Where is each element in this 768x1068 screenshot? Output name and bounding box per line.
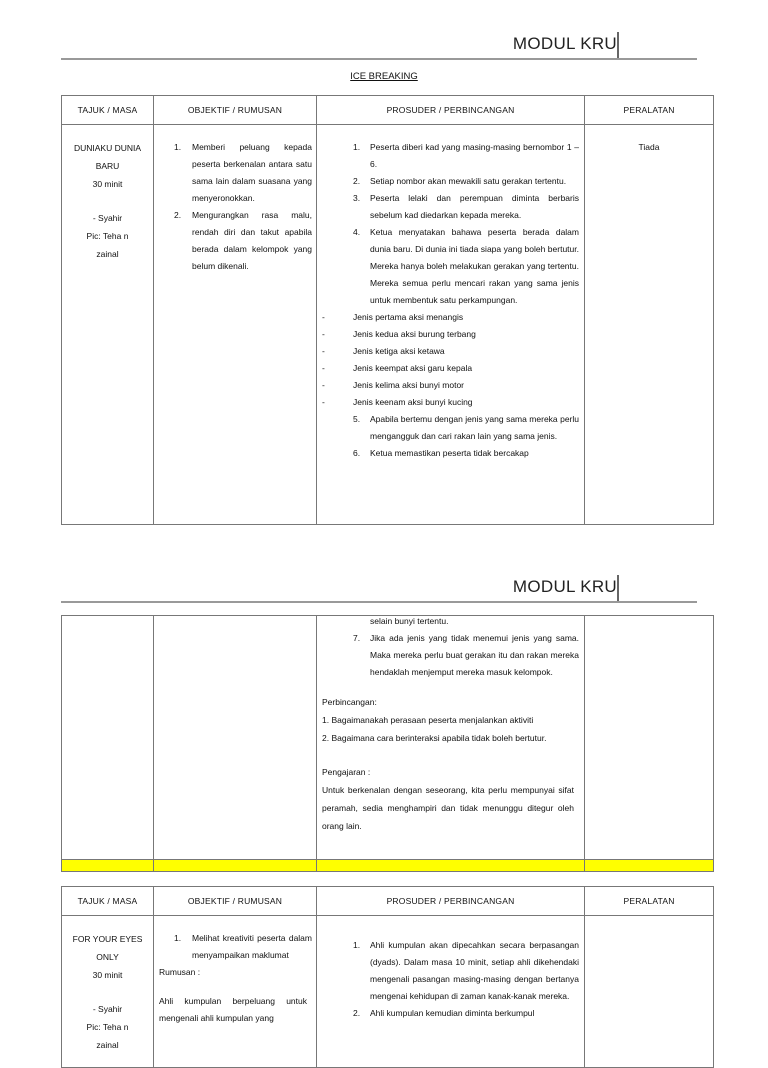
- list-item: - Jenis keenam aksi bunyi kucing: [322, 397, 473, 407]
- column-header-prosuder: PROSUDER / PERBINCANGAN: [317, 96, 585, 125]
- list-item: - Jenis pertama aksi menangis: [322, 312, 464, 322]
- column-header-prosuder: PROSUDER / PERBINCANGAN: [317, 887, 585, 916]
- list-item: selain bunyi tertentu.: [370, 616, 449, 626]
- column-header-peralatan: PERALATAN: [585, 887, 714, 916]
- header-divider: [617, 32, 619, 60]
- document-title: ICE BREAKING: [350, 71, 418, 82]
- list-item: 2. Ahli kumpulan kemudian diminta berkumpul: [353, 1008, 535, 1018]
- list-item: 7. Jika ada jenis yang tidak menemui jenis yang sama. Maka mereka perlu buat gerakan itu dan rakan mereka hendaklah menjemput mereka masuk kelompok.: [353, 633, 579, 677]
- rumusan-heading: Rumusan :: [159, 967, 201, 977]
- list-item: 1. Peserta diberi kad yang masing-masing bernombor 1 –6.: [353, 142, 579, 169]
- pic-line: Pic: Teha n: [86, 1022, 129, 1032]
- table-header-row: [62, 96, 714, 125]
- perbincangan-heading: Perbincangan:: [322, 697, 377, 707]
- pic-line: - Syahir: [92, 1004, 123, 1014]
- list-item: - Jenis keempat aksi garu kepala: [322, 363, 473, 373]
- list-item: - Jenis kelima aksi bunyi motor: [322, 380, 465, 390]
- prosuder-list: [317, 139, 579, 309]
- list-item: - Jenis kedua aksi burung terbang: [322, 329, 476, 339]
- activity-table-1: [61, 95, 714, 525]
- tajuk-cell: [62, 125, 154, 525]
- list-item: 1. Memberi peluang kepada peserta berkenalan antara satu sama lain dalam suasana yang menyeronokkan.: [174, 142, 312, 203]
- page-header-title: MODUL KRU: [512, 577, 617, 596]
- activity-table-2: [61, 615, 714, 1068]
- table-header-row: [62, 887, 714, 916]
- pengajaran-heading: Pengajaran :: [322, 767, 371, 777]
- column-header-objektif: OBJEKTIF / RUMUSAN: [154, 887, 317, 916]
- page-header: [61, 32, 697, 60]
- prosuder-list-continued: [317, 616, 579, 681]
- table-row: [62, 916, 714, 1068]
- pic-line: zainal: [96, 249, 119, 259]
- prosuder-cell: [317, 916, 585, 1068]
- list-item: 2. Mengurangkan rasa malu, rendah diri dan takut apabila berada dalam kelompok yang belum dikenali.: [174, 210, 312, 271]
- jenis-list: [317, 309, 579, 411]
- column-header-tajuk: TAJUK / MASA: [62, 96, 154, 125]
- column-header-tajuk: TAJUK / MASA: [62, 887, 154, 916]
- perbincangan-item: 1. Bagaimanakah perasaan peserta menjalankan aktiviti: [322, 715, 534, 725]
- objektif-cell: [154, 916, 317, 1068]
- page-header: [61, 575, 697, 603]
- activity-title-line: FOR YOUR EYES: [72, 934, 143, 944]
- list-item: 3. Peserta lelaki dan perempuan diminta berbaris sebelum kad diedarkan kepada mereka.: [353, 193, 579, 220]
- prosuder-list-continued: [317, 411, 579, 462]
- activity-title-line: DUNIAKU DUNIA: [73, 143, 142, 153]
- objektif-list: [154, 930, 312, 964]
- peralatan-cell: [585, 916, 714, 1068]
- list-item: 1. Ahli kumpulan akan dipecahkan secara berpasangan (dyads). Dalam masa 10 minit, setiap ahli dikehendaki mengenali pasangan masing-masing dengan bertanya mengenai kehidupan di zaman kanak-kanak mereka.: [353, 940, 579, 1001]
- list-item: 5. Apabila bertemu dengan jenis yang sama mereka perlu mengangguk dan cari rakan lain yang sama jenis.: [353, 414, 579, 441]
- prosuder-list: [317, 937, 579, 1022]
- activity-title-line: ONLY: [96, 952, 119, 962]
- list-item: - Jenis ketiga aksi ketawa: [322, 346, 445, 356]
- highlight-row: [62, 860, 714, 872]
- list-item: 6. Ketua memastikan peserta tidak bercakap: [353, 448, 529, 458]
- header-rule: [61, 58, 697, 60]
- page-header-title: MODUL KRU: [512, 34, 617, 53]
- pengajaran-text: Untuk berkenalan dengan seseorang, kita perlu mempunyai sifat peramah, sedia menghampiri dan tidak menunggu ditegur oleh orang lain.: [322, 785, 574, 831]
- perbincangan-item: 2. Bagaimana cara berinteraksi apabila tidak boleh bertutur.: [322, 733, 547, 743]
- activity-duration: 30 minit: [92, 179, 123, 189]
- pic-line: Pic: Teha n: [86, 231, 129, 241]
- objektif-list: [154, 139, 312, 275]
- column-header-objektif: OBJEKTIF / RUMUSAN: [154, 96, 317, 125]
- objektif-cell: [154, 125, 317, 525]
- prosuder-cell: [317, 125, 585, 525]
- activity-duration: 30 minit: [92, 970, 123, 980]
- table-row: [62, 125, 714, 525]
- peralatan-cell: [585, 125, 714, 525]
- list-item: 1. Melihat kreativiti peserta dalam menyampaikan maklumat: [174, 933, 312, 960]
- list-item: 4. Ketua menyatakan bahawa peserta berada dalam dunia baru. Di dunia ini tiada siapa yang boleh bertutur. Mereka hanya boleh melakukan gerakan yang tertentu. Mereka semua perlu mencari rakan yang sama jenis untuk membentuk satu perkampungan.: [353, 227, 579, 305]
- peralatan-value: Tiada: [638, 142, 660, 152]
- table-row: [62, 616, 714, 860]
- rumusan-text: Ahli kumpulan berpeluang untuk mengenali ahli kumpulan yang: [159, 996, 307, 1023]
- column-header-peralatan: PERALATAN: [585, 96, 714, 125]
- activity-title-line: BARU: [95, 161, 120, 171]
- header-rule: [61, 601, 697, 603]
- tajuk-cell: [62, 916, 154, 1068]
- header-divider: [617, 575, 619, 603]
- list-item: 2. Setiap nombor akan mewakili satu gerakan tertentu.: [353, 176, 567, 186]
- pic-line: zainal: [96, 1040, 119, 1050]
- pic-line: - Syahir: [92, 213, 123, 223]
- prosuder-cell: [317, 616, 585, 860]
